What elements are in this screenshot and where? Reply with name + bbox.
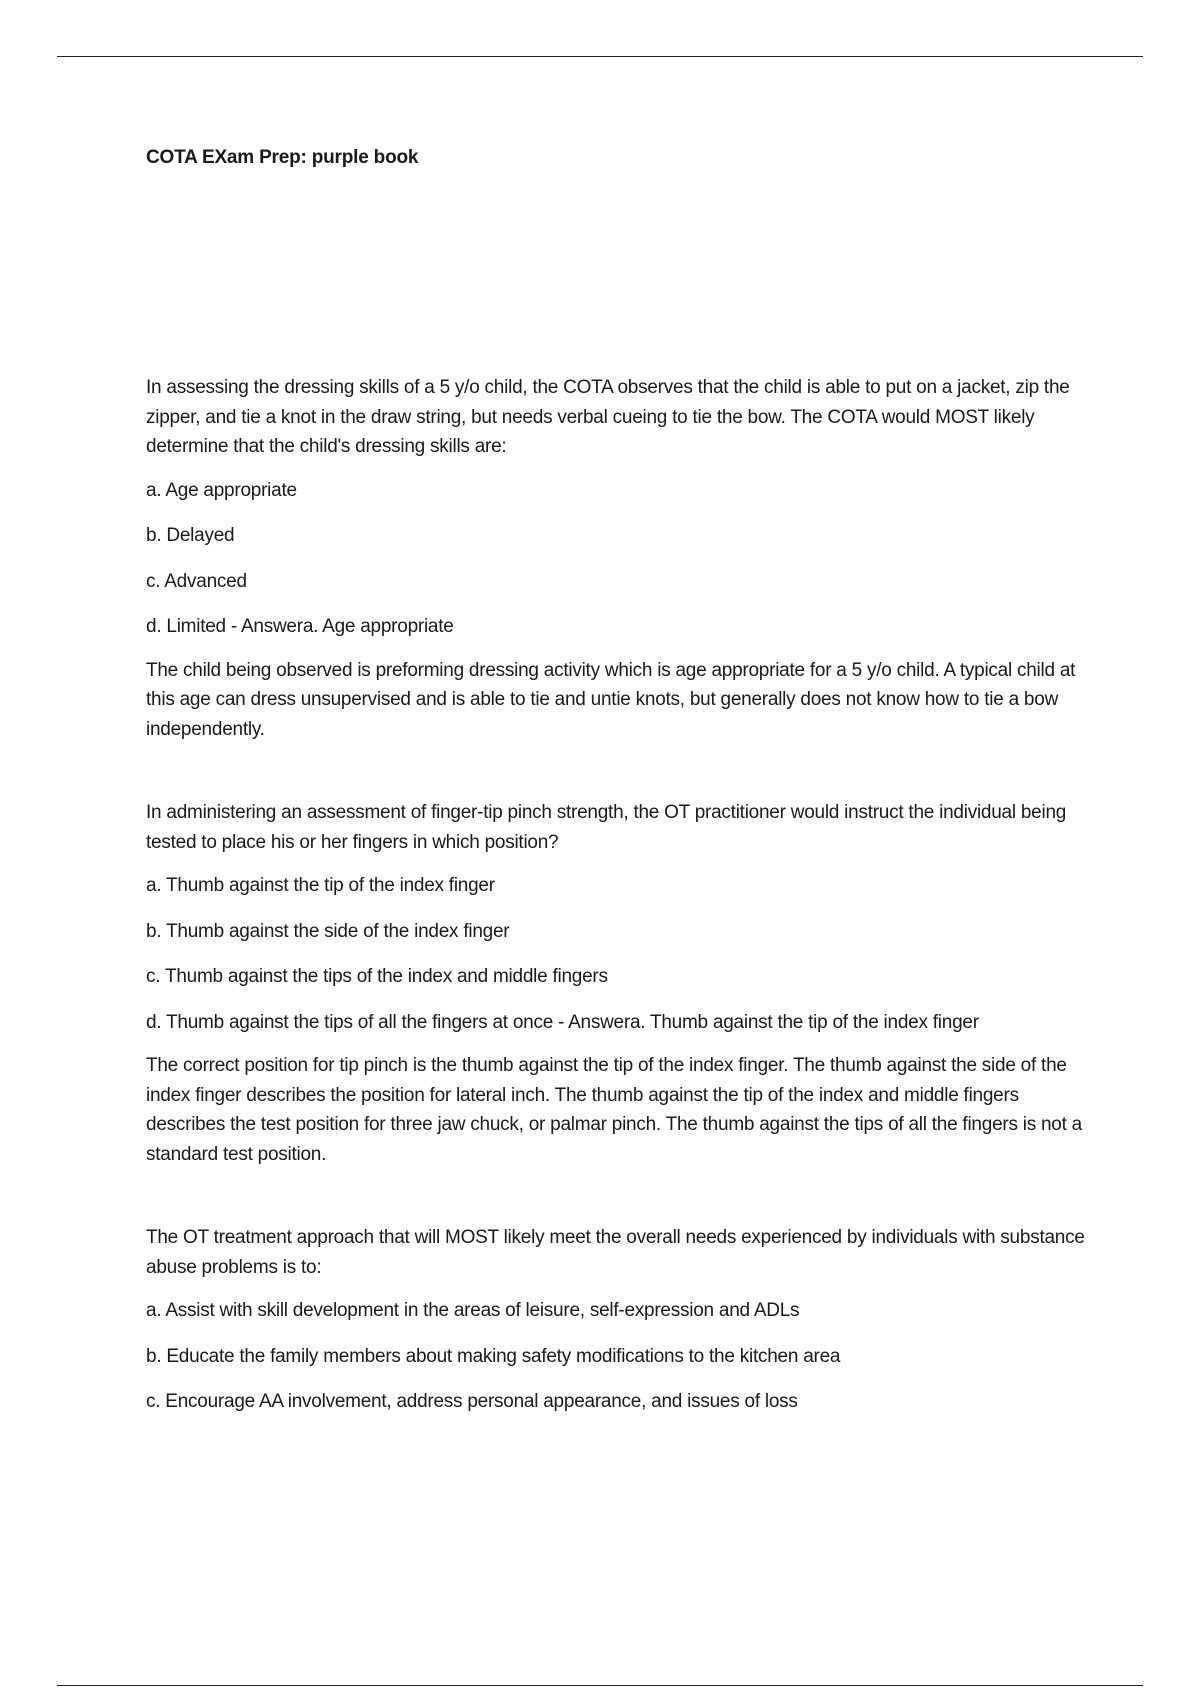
- question-2: [146, 798, 1096, 1169]
- answer-options: [146, 871, 1096, 1037]
- document-title: COTA EXam Prep: purple book: [146, 147, 419, 168]
- question-stem: In assessing the dressing skills of a 5 y/o child, the COTA observes that the child is able to put on a jacket, zip the zipper, and tie a knot in the draw string, but needs verbal cueing to tie the bow. The COTA would MOST likely determine that the child's dressing skills are:: [146, 377, 1070, 457]
- answer-option: b. Delayed: [146, 525, 235, 546]
- question-3: [146, 1223, 1096, 1417]
- answer-option: c. Thumb against the tips of the index and middle fingers: [146, 966, 608, 987]
- question-stem: In administering an assessment of finger-tip pinch strength, the OT practitioner would instruct the individual being tested to place his or her fingers in which position?: [146, 802, 1067, 853]
- answer-option: c. Encourage AA involvement, address personal appearance, and issues of loss: [146, 1391, 798, 1412]
- answer-option: d. Thumb against the tips of all the fingers at once - Answera. Thumb against the tip of the index finger: [146, 1011, 979, 1033]
- answer-explanation: The correct position for tip pinch is the thumb against the tip of the index finger. The thumb against the side of the index finger describes the position for lateral inch. The thumb against the tip of the index and middle fingers describes the test position for three jaw chuck, or palmar pinch. The thumb against the tips of all the fingers is not a standard test position.: [146, 1055, 1082, 1165]
- answer-options: [146, 476, 1096, 642]
- page-bottom-rule: [57, 1685, 1143, 1686]
- answer-option: b. Educate the family members about making safety modifications to the kitchen area: [146, 1345, 841, 1367]
- answer-option: d. Limited - Answera. Age appropriate: [146, 616, 454, 637]
- answer-option: a. Assist with skill development in the areas of leisure, self-expression and ADLs: [146, 1300, 800, 1321]
- answer-option: a. Thumb against the tip of the index finger: [146, 875, 495, 896]
- answer-option: c. Advanced: [146, 570, 247, 592]
- answer-explanation: The child being observed is preforming dressing activity which is age appropriate for a 5 y/o child. A typical child at this age can dress unsupervised and is able to tie and untie knots, but generally does not know how to tie a bow independently.: [146, 659, 1076, 740]
- answer-option: a. Age appropriate: [146, 479, 297, 501]
- answer-options: [146, 1296, 1096, 1417]
- page-top-rule: [57, 56, 1143, 57]
- answer-option: b. Thumb against the side of the index finger: [146, 920, 510, 942]
- question-stem: The OT treatment approach that will MOST likely meet the overall needs experienced by individuals with substance abuse problems is to:: [146, 1227, 1085, 1278]
- question-list: [146, 373, 1096, 1417]
- question-1: [146, 373, 1096, 744]
